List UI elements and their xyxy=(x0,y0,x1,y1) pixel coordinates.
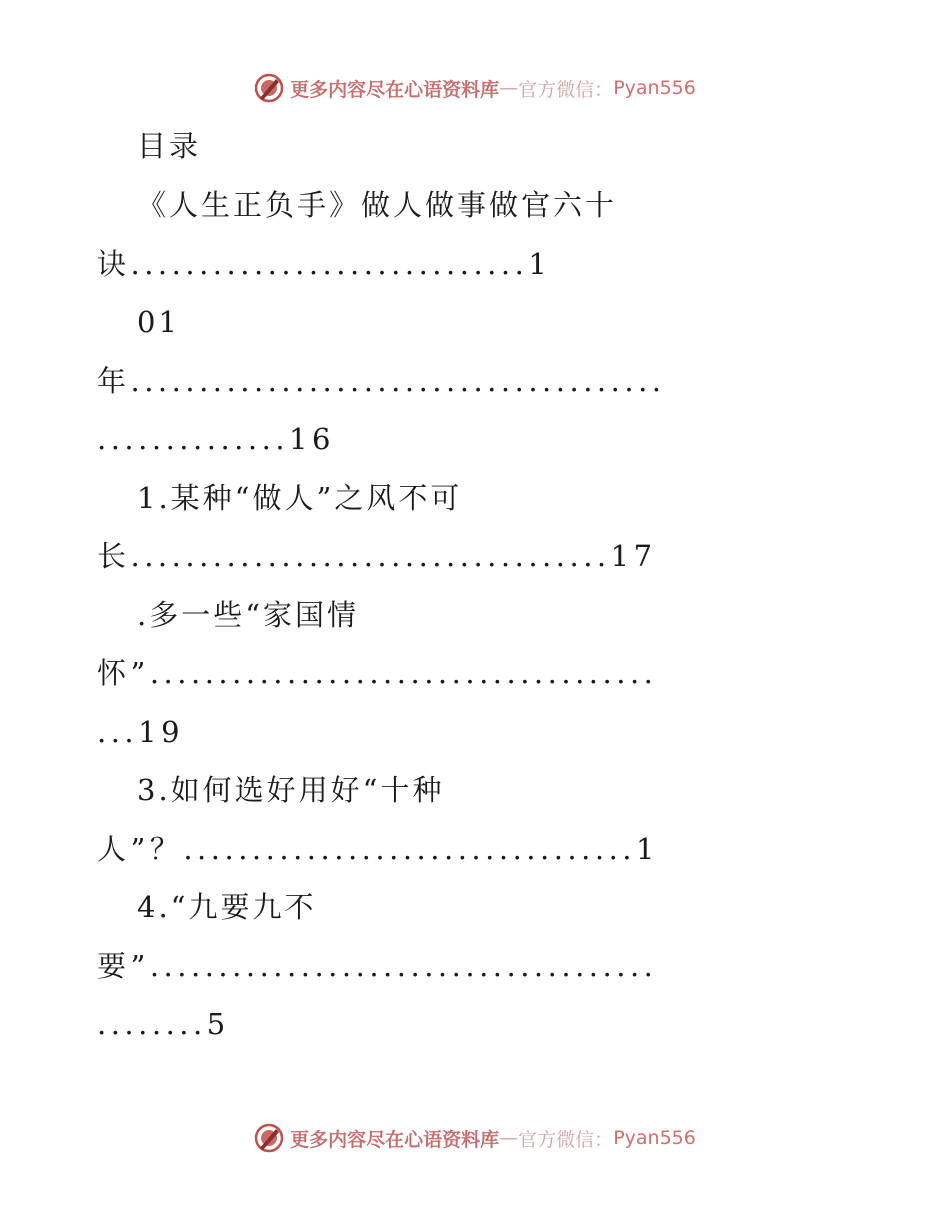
toc-line: 长...................................17 xyxy=(97,539,657,573)
toc-line: 诀.............................1 xyxy=(97,247,552,281)
toc-line: 年....................................... xyxy=(97,364,666,398)
toc-line: 1.某种“做人”之风不可 xyxy=(137,481,463,515)
toc-line: ...19 xyxy=(97,715,185,749)
toc-line: 怀”..................................... xyxy=(97,656,658,690)
watermark-sub: 官方微信： xyxy=(518,1128,614,1151)
watermark-main: 更多内容尽在心语资料库 xyxy=(290,1128,500,1151)
watermark-dash: — xyxy=(499,77,519,99)
watermark-main: 更多内容尽在心语资料库 xyxy=(290,78,500,101)
toc-line: ........5 xyxy=(97,1007,230,1041)
toc-line: 要”..................................... xyxy=(97,949,658,983)
watermark-wechat: Pyan556 xyxy=(613,77,696,99)
toc-line: 4.“九要九不 xyxy=(137,890,317,924)
watermark-wechat: Pyan556 xyxy=(613,1127,696,1149)
watermark-sub: 官方微信： xyxy=(518,78,614,101)
header-watermark xyxy=(0,73,950,103)
toc-title: 目录 xyxy=(137,129,202,163)
toc-line: 01 xyxy=(137,305,180,339)
footer-watermark xyxy=(0,1123,950,1153)
toc-line: 人”？.................................1 xyxy=(97,832,659,866)
toc-line: 《人生正负手》做人做事做官六十 xyxy=(137,188,618,222)
toc-line: ..............16 xyxy=(97,422,335,456)
pen-logo-icon xyxy=(254,73,284,103)
toc-line: .多一些“家国情 xyxy=(137,598,360,632)
pen-logo-icon xyxy=(254,1123,284,1153)
toc-line: 3.如何选好用好“十种 xyxy=(137,773,445,807)
watermark-dash: — xyxy=(499,1127,519,1149)
